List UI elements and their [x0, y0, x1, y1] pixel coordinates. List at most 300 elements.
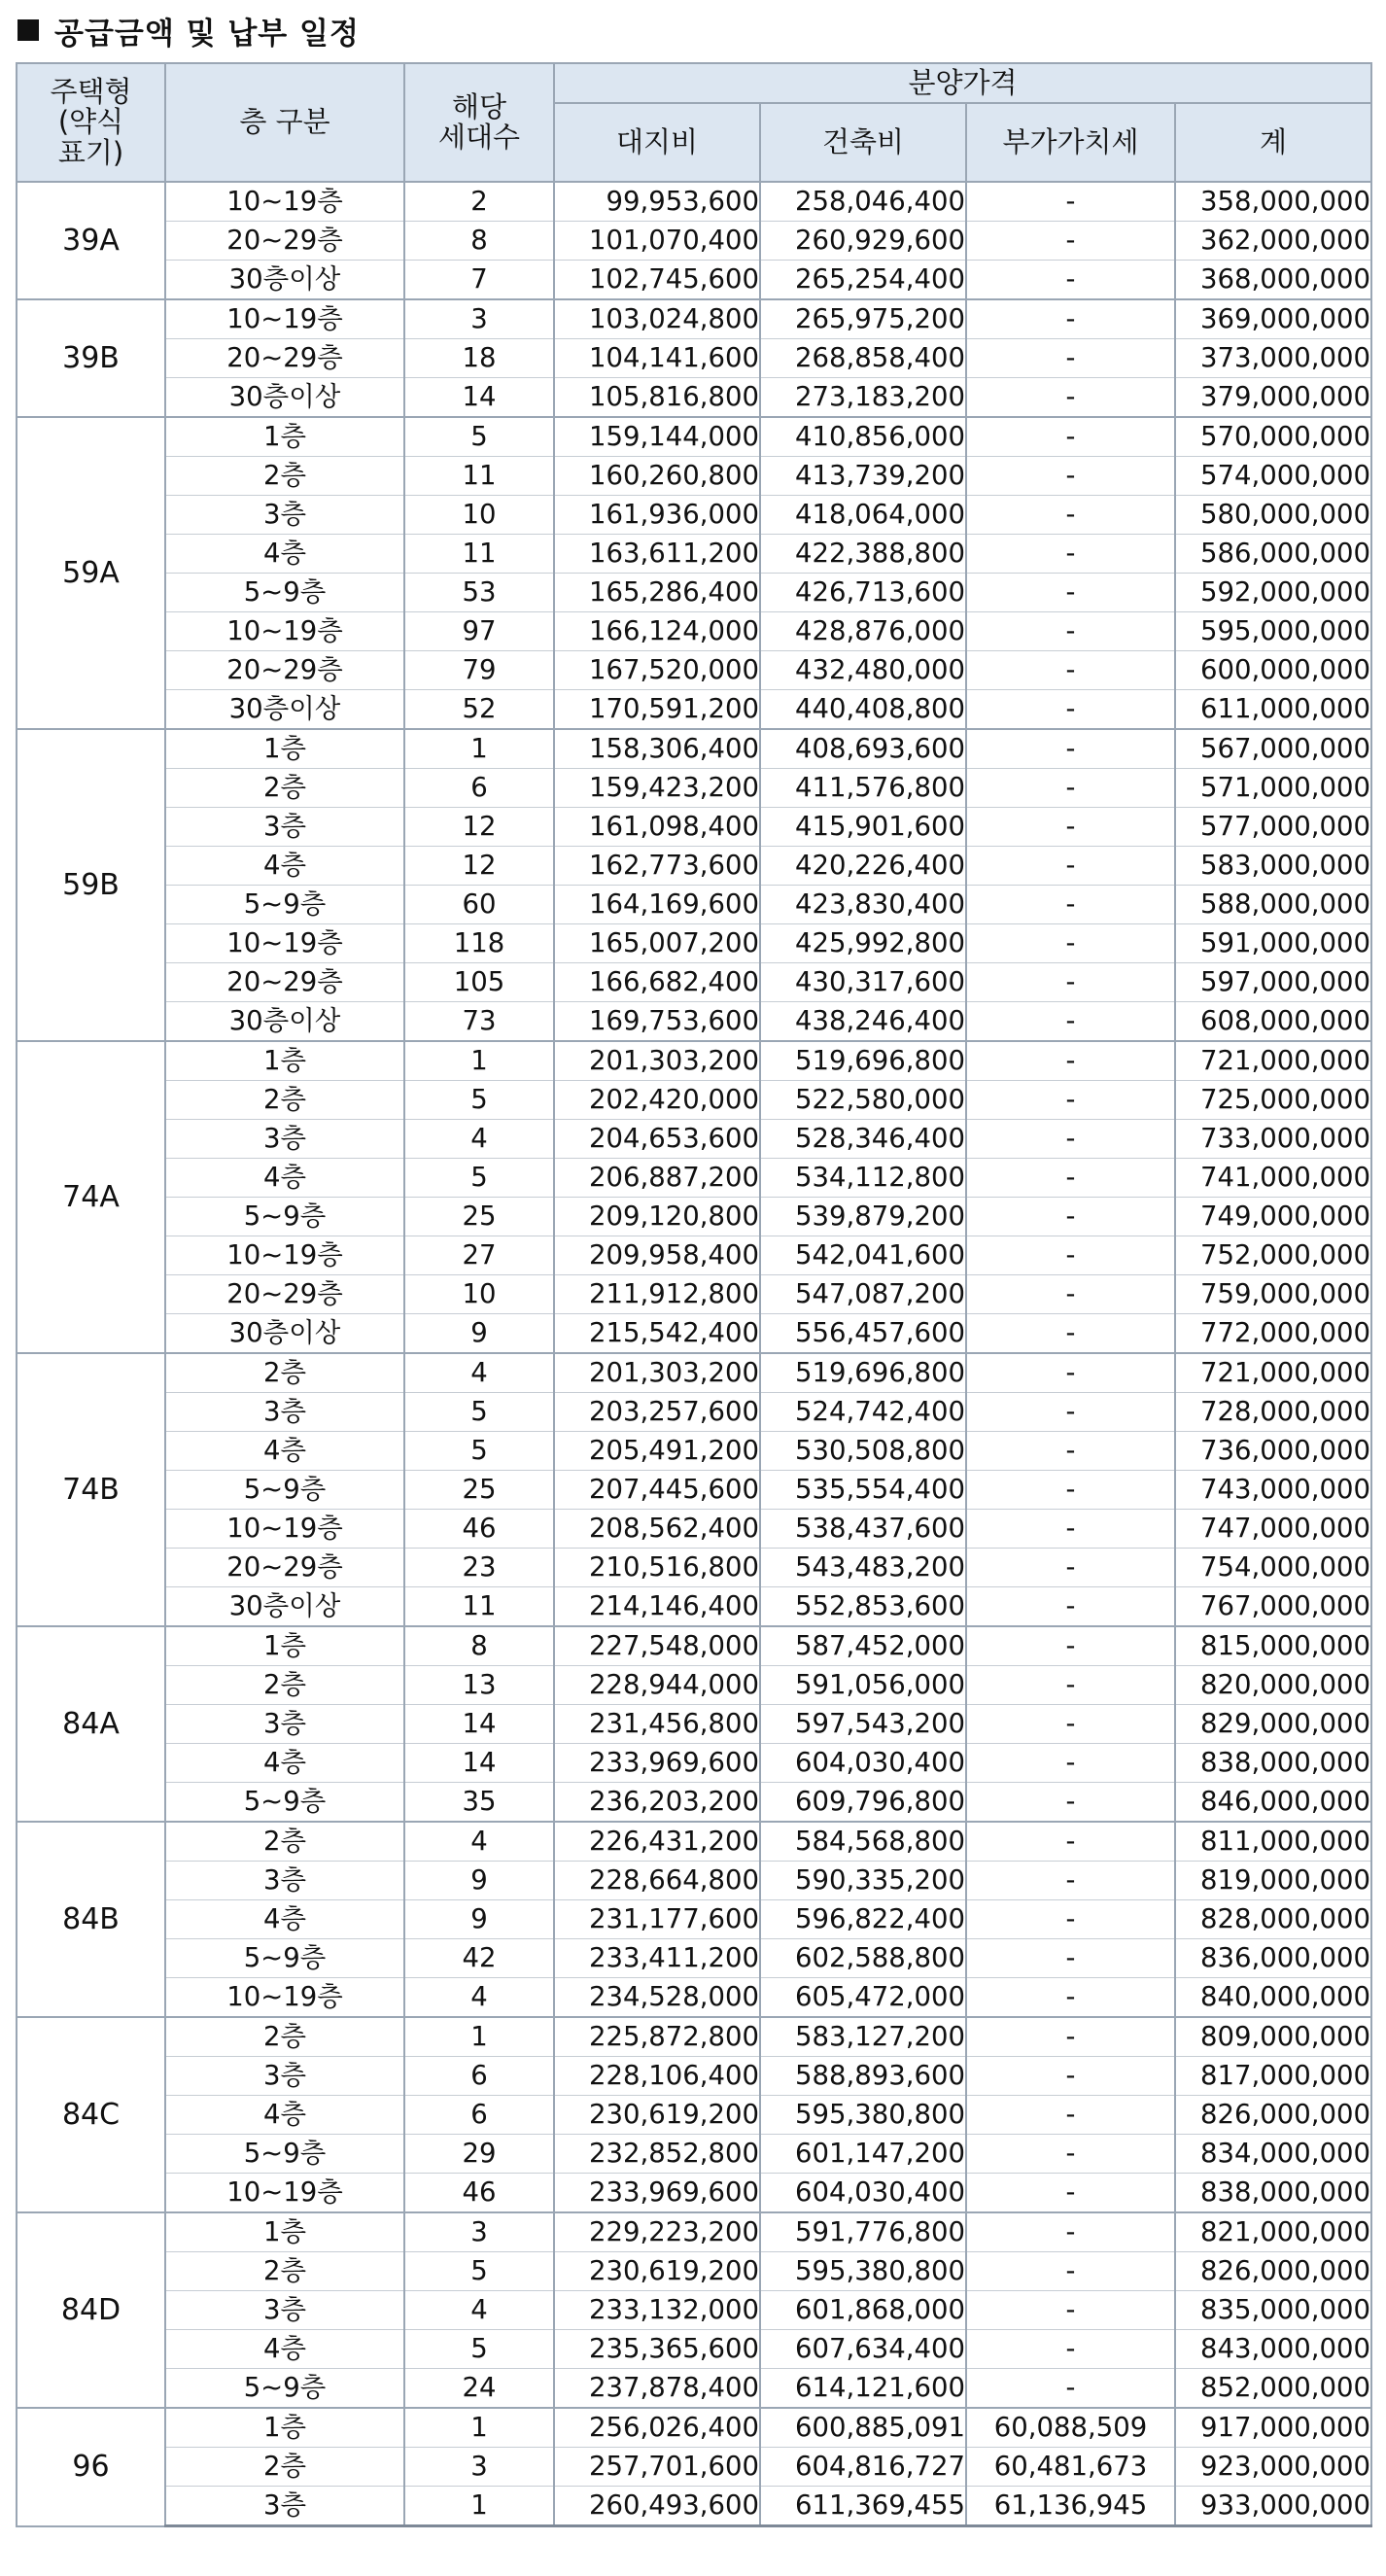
vat-cell: -	[966, 574, 1175, 612]
building-price-cell: 547,087,200	[760, 1275, 966, 1314]
floor-cell: 10~19층	[165, 1510, 404, 1549]
table-row	[17, 457, 1371, 496]
building-price-cell: 597,543,200	[760, 1705, 966, 1744]
vat-cell: 60,481,673	[966, 2448, 1175, 2487]
unit-type-cell: 84B	[17, 1822, 165, 2017]
units-cell: 3	[404, 2448, 554, 2487]
vat-cell: -	[966, 1783, 1175, 1823]
floor-cell: 20~29층	[165, 339, 404, 378]
floor-cell: 5~9층	[165, 886, 404, 924]
floor-cell: 4층	[165, 1159, 404, 1198]
vat-cell: 61,136,945	[966, 2487, 1175, 2526]
building-price-cell: 413,739,200	[760, 457, 966, 496]
table-row	[17, 2448, 1371, 2487]
table-row	[17, 1471, 1371, 1510]
total-price-cell: 747,000,000	[1175, 1510, 1371, 1549]
floor-cell: 5~9층	[165, 2135, 404, 2174]
land-price-cell: 233,969,600	[554, 1744, 760, 1783]
land-price-cell: 233,132,000	[554, 2291, 760, 2330]
units-cell: 5	[404, 1081, 554, 1120]
vat-cell: -	[966, 651, 1175, 690]
units-cell: 8	[404, 222, 554, 261]
units-cell: 23	[404, 1549, 554, 1587]
units-cell: 60	[404, 886, 554, 924]
total-price-cell: 736,000,000	[1175, 1432, 1371, 1471]
vat-cell: -	[966, 729, 1175, 769]
units-cell: 5	[404, 1432, 554, 1471]
floor-cell: 10~19층	[165, 612, 404, 651]
vat-cell: -	[966, 924, 1175, 963]
total-price-cell: 817,000,000	[1175, 2057, 1371, 2096]
units-cell: 46	[404, 1510, 554, 1549]
vat-cell: -	[966, 299, 1175, 339]
vat-cell: -	[966, 182, 1175, 222]
units-cell: 1	[404, 2487, 554, 2526]
units-cell: 27	[404, 1236, 554, 1275]
table-row	[17, 1978, 1371, 2018]
floor-cell: 1층	[165, 729, 404, 769]
land-price-cell: 104,141,600	[554, 339, 760, 378]
table-row	[17, 378, 1371, 418]
table-row	[17, 1587, 1371, 1627]
units-cell: 25	[404, 1471, 554, 1510]
floor-cell: 1층	[165, 1626, 404, 1666]
total-price-cell: 728,000,000	[1175, 1393, 1371, 1432]
building-price-cell: 587,452,000	[760, 1626, 966, 1666]
vat-cell: -	[966, 1939, 1175, 1978]
land-price-cell: 233,969,600	[554, 2174, 760, 2213]
vat-cell: -	[966, 496, 1175, 535]
building-price-cell: 440,408,800	[760, 690, 966, 730]
units-cell: 5	[404, 2252, 554, 2291]
land-price-cell: 203,257,600	[554, 1393, 760, 1432]
vat-cell: 60,088,509	[966, 2408, 1175, 2448]
table-row	[17, 1862, 1371, 1900]
table-row	[17, 182, 1371, 222]
vat-cell: -	[966, 1587, 1175, 1627]
total-price-cell: 828,000,000	[1175, 1900, 1371, 1939]
building-price-cell: 604,816,727	[760, 2448, 966, 2487]
total-price-cell: 846,000,000	[1175, 1783, 1371, 1823]
unit-type-cell: 39A	[17, 182, 165, 299]
building-price-cell: 428,876,000	[760, 612, 966, 651]
floor-cell: 1층	[165, 2408, 404, 2448]
total-price-cell: 595,000,000	[1175, 612, 1371, 651]
land-price-cell: 166,124,000	[554, 612, 760, 651]
land-price-cell: 103,024,800	[554, 299, 760, 339]
units-cell: 1	[404, 1041, 554, 1081]
units-cell: 35	[404, 1783, 554, 1823]
building-price-cell: 614,121,600	[760, 2369, 966, 2409]
building-price-cell: 609,796,800	[760, 1783, 966, 1823]
vat-cell: -	[966, 1549, 1175, 1587]
table-row	[17, 2291, 1371, 2330]
land-price-cell: 232,852,800	[554, 2135, 760, 2174]
table-row	[17, 1900, 1371, 1939]
total-price-cell: 843,000,000	[1175, 2330, 1371, 2369]
vat-cell: -	[966, 378, 1175, 418]
building-price-cell: 596,822,400	[760, 1900, 966, 1939]
vat-cell: -	[966, 847, 1175, 886]
total-price-cell: 829,000,000	[1175, 1705, 1371, 1744]
units-cell: 97	[404, 612, 554, 651]
land-price-cell: 165,286,400	[554, 574, 760, 612]
floor-cell: 2층	[165, 769, 404, 808]
total-price-cell: 834,000,000	[1175, 2135, 1371, 2174]
table-row	[17, 1353, 1371, 1393]
vat-cell: -	[966, 2174, 1175, 2213]
total-price-cell: 597,000,000	[1175, 963, 1371, 1002]
land-price-cell: 161,098,400	[554, 808, 760, 847]
floor-cell: 10~19층	[165, 182, 404, 222]
building-price-cell: 584,568,800	[760, 1822, 966, 1862]
total-price-cell: 586,000,000	[1175, 535, 1371, 574]
table-row	[17, 574, 1371, 612]
total-price-cell: 923,000,000	[1175, 2448, 1371, 2487]
table-row	[17, 1120, 1371, 1159]
land-price-cell: 236,203,200	[554, 1783, 760, 1823]
total-price-cell: 725,000,000	[1175, 1081, 1371, 1120]
units-cell: 13	[404, 1666, 554, 1705]
total-price-cell: 743,000,000	[1175, 1471, 1371, 1510]
table-row	[17, 1510, 1371, 1549]
table-row	[17, 847, 1371, 886]
building-price-cell: 426,713,600	[760, 574, 966, 612]
floor-cell: 10~19층	[165, 299, 404, 339]
building-price-cell: 519,696,800	[760, 1353, 966, 1393]
total-price-cell: 838,000,000	[1175, 2174, 1371, 2213]
building-price-cell: 595,380,800	[760, 2252, 966, 2291]
table-row	[17, 1393, 1371, 1432]
land-price-cell: 229,223,200	[554, 2212, 760, 2252]
units-cell: 4	[404, 1120, 554, 1159]
vat-cell: -	[966, 808, 1175, 847]
land-price-cell: 206,887,200	[554, 1159, 760, 1198]
land-price-cell: 201,303,200	[554, 1353, 760, 1393]
building-price-cell: 423,830,400	[760, 886, 966, 924]
building-price-cell: 590,335,200	[760, 1862, 966, 1900]
floor-cell: 3층	[165, 496, 404, 535]
total-price-cell: 752,000,000	[1175, 1236, 1371, 1275]
units-cell: 12	[404, 808, 554, 847]
total-price-cell: 811,000,000	[1175, 1822, 1371, 1862]
building-price-cell: 591,776,800	[760, 2212, 966, 2252]
building-price-cell: 604,030,400	[760, 2174, 966, 2213]
total-price-cell: 574,000,000	[1175, 457, 1371, 496]
section-title-text: 공급금액 및 납부 일정	[54, 16, 360, 52]
floor-cell: 30층이상	[165, 378, 404, 418]
units-cell: 14	[404, 1744, 554, 1783]
land-price-cell: 170,591,200	[554, 690, 760, 730]
units-cell: 1	[404, 2017, 554, 2057]
floor-cell: 1층	[165, 417, 404, 457]
vat-cell: -	[966, 2017, 1175, 2057]
land-price-cell: 165,007,200	[554, 924, 760, 963]
floor-cell: 5~9층	[165, 1471, 404, 1510]
units-cell: 9	[404, 1900, 554, 1939]
units-cell: 5	[404, 1393, 554, 1432]
vat-cell: -	[966, 1198, 1175, 1236]
unit-type-cell: 74A	[17, 1041, 165, 1353]
land-price-cell: 166,682,400	[554, 963, 760, 1002]
table-row	[17, 729, 1371, 769]
floor-cell: 3층	[165, 1705, 404, 1744]
units-cell: 4	[404, 1822, 554, 1862]
total-price-cell: 358,000,000	[1175, 182, 1371, 222]
table-row	[17, 2057, 1371, 2096]
table-row	[17, 886, 1371, 924]
land-price-cell: 102,745,600	[554, 261, 760, 300]
floor-cell: 2층	[165, 457, 404, 496]
total-price-cell: 592,000,000	[1175, 574, 1371, 612]
building-price-cell: 265,975,200	[760, 299, 966, 339]
total-price-cell: 570,000,000	[1175, 417, 1371, 457]
vat-cell: -	[966, 1822, 1175, 1862]
total-price-cell: 567,000,000	[1175, 729, 1371, 769]
vat-cell: -	[966, 1471, 1175, 1510]
building-price-cell: 265,254,400	[760, 261, 966, 300]
total-price-cell: 840,000,000	[1175, 1978, 1371, 2018]
vat-cell: -	[966, 535, 1175, 574]
units-cell: 9	[404, 1314, 554, 1354]
floor-cell: 3층	[165, 808, 404, 847]
table-row	[17, 1432, 1371, 1471]
total-price-cell: 819,000,000	[1175, 1862, 1371, 1900]
price-table	[16, 62, 1372, 2527]
units-cell: 6	[404, 2057, 554, 2096]
vat-cell: -	[966, 1666, 1175, 1705]
units-cell: 10	[404, 1275, 554, 1314]
floor-cell: 5~9층	[165, 574, 404, 612]
vat-cell: -	[966, 457, 1175, 496]
floor-cell: 30층이상	[165, 1002, 404, 1042]
total-price-cell: 721,000,000	[1175, 1041, 1371, 1081]
units-cell: 53	[404, 574, 554, 612]
land-price-cell: 231,456,800	[554, 1705, 760, 1744]
total-price-cell: 809,000,000	[1175, 2017, 1371, 2057]
table-row	[17, 2487, 1371, 2526]
table-row	[17, 299, 1371, 339]
floor-cell: 20~29층	[165, 1275, 404, 1314]
total-price-cell: 580,000,000	[1175, 496, 1371, 535]
unit-type-cell: 84D	[17, 2212, 165, 2408]
table-row	[17, 1041, 1371, 1081]
units-cell: 7	[404, 261, 554, 300]
vat-cell: -	[966, 222, 1175, 261]
land-price-cell: 228,664,800	[554, 1862, 760, 1900]
total-price-cell: 733,000,000	[1175, 1120, 1371, 1159]
table-row	[17, 1159, 1371, 1198]
building-price-cell: 601,868,000	[760, 2291, 966, 2330]
table-row	[17, 2135, 1371, 2174]
total-price-cell: 379,000,000	[1175, 378, 1371, 418]
units-cell: 5	[404, 417, 554, 457]
building-price-cell: 408,693,600	[760, 729, 966, 769]
table-row	[17, 2212, 1371, 2252]
units-cell: 24	[404, 2369, 554, 2409]
land-price-cell: 159,423,200	[554, 769, 760, 808]
building-price-cell: 588,893,600	[760, 2057, 966, 2096]
floor-cell: 3층	[165, 1393, 404, 1432]
vat-cell: -	[966, 1041, 1175, 1081]
building-price-cell: 534,112,800	[760, 1159, 966, 1198]
land-price-cell: 209,958,400	[554, 1236, 760, 1275]
building-price-cell: 410,856,000	[760, 417, 966, 457]
floor-cell: 4층	[165, 1432, 404, 1471]
header-units: 해당 세대수	[404, 63, 554, 182]
table-row	[17, 1002, 1371, 1042]
table-row	[17, 1275, 1371, 1314]
land-price-cell: 158,306,400	[554, 729, 760, 769]
vat-cell: -	[966, 1510, 1175, 1549]
table-row	[17, 769, 1371, 808]
vat-cell: -	[966, 1159, 1175, 1198]
floor-cell: 2층	[165, 1822, 404, 1862]
units-cell: 25	[404, 1198, 554, 1236]
units-cell: 18	[404, 339, 554, 378]
table-row	[17, 1081, 1371, 1120]
floor-cell: 2층	[165, 2017, 404, 2057]
header-type: 주택형 (약식 표기)	[17, 63, 165, 182]
floor-cell: 3층	[165, 2057, 404, 2096]
building-price-cell: 538,437,600	[760, 1510, 966, 1549]
vat-cell: -	[966, 2135, 1175, 2174]
building-price-cell: 528,346,400	[760, 1120, 966, 1159]
land-price-cell: 228,944,000	[554, 1666, 760, 1705]
units-cell: 10	[404, 496, 554, 535]
table-row	[17, 2252, 1371, 2291]
header-total: 계	[1175, 103, 1371, 182]
land-price-cell: 161,936,000	[554, 496, 760, 535]
vat-cell: -	[966, 1275, 1175, 1314]
floor-cell: 2층	[165, 2448, 404, 2487]
land-price-cell: 169,753,600	[554, 1002, 760, 1042]
land-price-cell: 230,619,200	[554, 2096, 760, 2135]
floor-cell: 4층	[165, 1900, 404, 1939]
land-price-cell: 202,420,000	[554, 1081, 760, 1120]
vat-cell: -	[966, 1120, 1175, 1159]
units-cell: 52	[404, 690, 554, 730]
units-cell: 14	[404, 1705, 554, 1744]
units-cell: 12	[404, 847, 554, 886]
units-cell: 42	[404, 1939, 554, 1978]
unit-type-cell: 59B	[17, 729, 165, 1041]
building-price-cell: 552,853,600	[760, 1587, 966, 1627]
total-price-cell: 368,000,000	[1175, 261, 1371, 300]
land-price-cell: 159,144,000	[554, 417, 760, 457]
floor-cell: 5~9층	[165, 1939, 404, 1978]
unit-type-cell: 39B	[17, 299, 165, 417]
total-price-cell: 933,000,000	[1175, 2487, 1371, 2526]
vat-cell: -	[966, 1081, 1175, 1120]
header-vat: 부가가치세	[966, 103, 1175, 182]
building-price-cell: 268,858,400	[760, 339, 966, 378]
floor-cell: 1층	[165, 1041, 404, 1081]
floor-cell: 3층	[165, 1120, 404, 1159]
floor-cell: 20~29층	[165, 1549, 404, 1587]
building-price-cell: 539,879,200	[760, 1198, 966, 1236]
vat-cell: -	[966, 963, 1175, 1002]
building-price-cell: 535,554,400	[760, 1471, 966, 1510]
building-price-cell: 411,576,800	[760, 769, 966, 808]
building-price-cell: 556,457,600	[760, 1314, 966, 1354]
units-cell: 14	[404, 378, 554, 418]
vat-cell: -	[966, 2330, 1175, 2369]
table-row	[17, 1939, 1371, 1978]
table-row	[17, 2330, 1371, 2369]
floor-cell: 2층	[165, 1666, 404, 1705]
total-price-cell: 754,000,000	[1175, 1549, 1371, 1587]
land-price-cell: 210,516,800	[554, 1549, 760, 1587]
building-price-cell: 605,472,000	[760, 1978, 966, 2018]
vat-cell: -	[966, 261, 1175, 300]
building-price-cell: 258,046,400	[760, 182, 966, 222]
total-price-cell: 821,000,000	[1175, 2212, 1371, 2252]
header-building: 건축비	[760, 103, 966, 182]
land-price-cell: 227,548,000	[554, 1626, 760, 1666]
units-cell: 8	[404, 1626, 554, 1666]
land-price-cell: 201,303,200	[554, 1041, 760, 1081]
units-cell: 79	[404, 651, 554, 690]
table-row	[17, 2017, 1371, 2057]
table-row	[17, 261, 1371, 300]
table-row	[17, 222, 1371, 261]
total-price-cell: 838,000,000	[1175, 1744, 1371, 1783]
units-cell: 9	[404, 1862, 554, 1900]
total-price-cell: 772,000,000	[1175, 1314, 1371, 1354]
square-bullet-icon	[17, 19, 39, 41]
vat-cell: -	[966, 2212, 1175, 2252]
total-price-cell: 577,000,000	[1175, 808, 1371, 847]
land-price-cell: 207,445,600	[554, 1471, 760, 1510]
table-row	[17, 1198, 1371, 1236]
floor-cell: 30층이상	[165, 1314, 404, 1354]
floor-cell: 4층	[165, 1744, 404, 1783]
units-cell: 118	[404, 924, 554, 963]
table-row	[17, 924, 1371, 963]
table-row	[17, 1783, 1371, 1823]
land-price-cell: 99,953,600	[554, 182, 760, 222]
total-price-cell: 741,000,000	[1175, 1159, 1371, 1198]
building-price-cell: 420,226,400	[760, 847, 966, 886]
vat-cell: -	[966, 1705, 1175, 1744]
table-row	[17, 535, 1371, 574]
total-price-cell: 591,000,000	[1175, 924, 1371, 963]
vat-cell: -	[966, 2252, 1175, 2291]
land-price-cell: 163,611,200	[554, 535, 760, 574]
table-row	[17, 651, 1371, 690]
floor-cell: 2층	[165, 2252, 404, 2291]
price-table-body	[17, 182, 1371, 2526]
total-price-cell: 767,000,000	[1175, 1587, 1371, 1627]
units-cell: 4	[404, 1353, 554, 1393]
table-row	[17, 1236, 1371, 1275]
units-cell: 3	[404, 2212, 554, 2252]
land-price-cell: 101,070,400	[554, 222, 760, 261]
floor-cell: 30층이상	[165, 261, 404, 300]
table-row	[17, 1626, 1371, 1666]
total-price-cell: 611,000,000	[1175, 690, 1371, 730]
total-price-cell: 571,000,000	[1175, 769, 1371, 808]
floor-cell: 10~19층	[165, 1978, 404, 2018]
total-price-cell: 600,000,000	[1175, 651, 1371, 690]
floor-cell: 10~19층	[165, 2174, 404, 2213]
building-price-cell: 543,483,200	[760, 1549, 966, 1587]
vat-cell: -	[966, 2057, 1175, 2096]
units-cell: 11	[404, 535, 554, 574]
land-price-cell: 105,816,800	[554, 378, 760, 418]
vat-cell: -	[966, 612, 1175, 651]
